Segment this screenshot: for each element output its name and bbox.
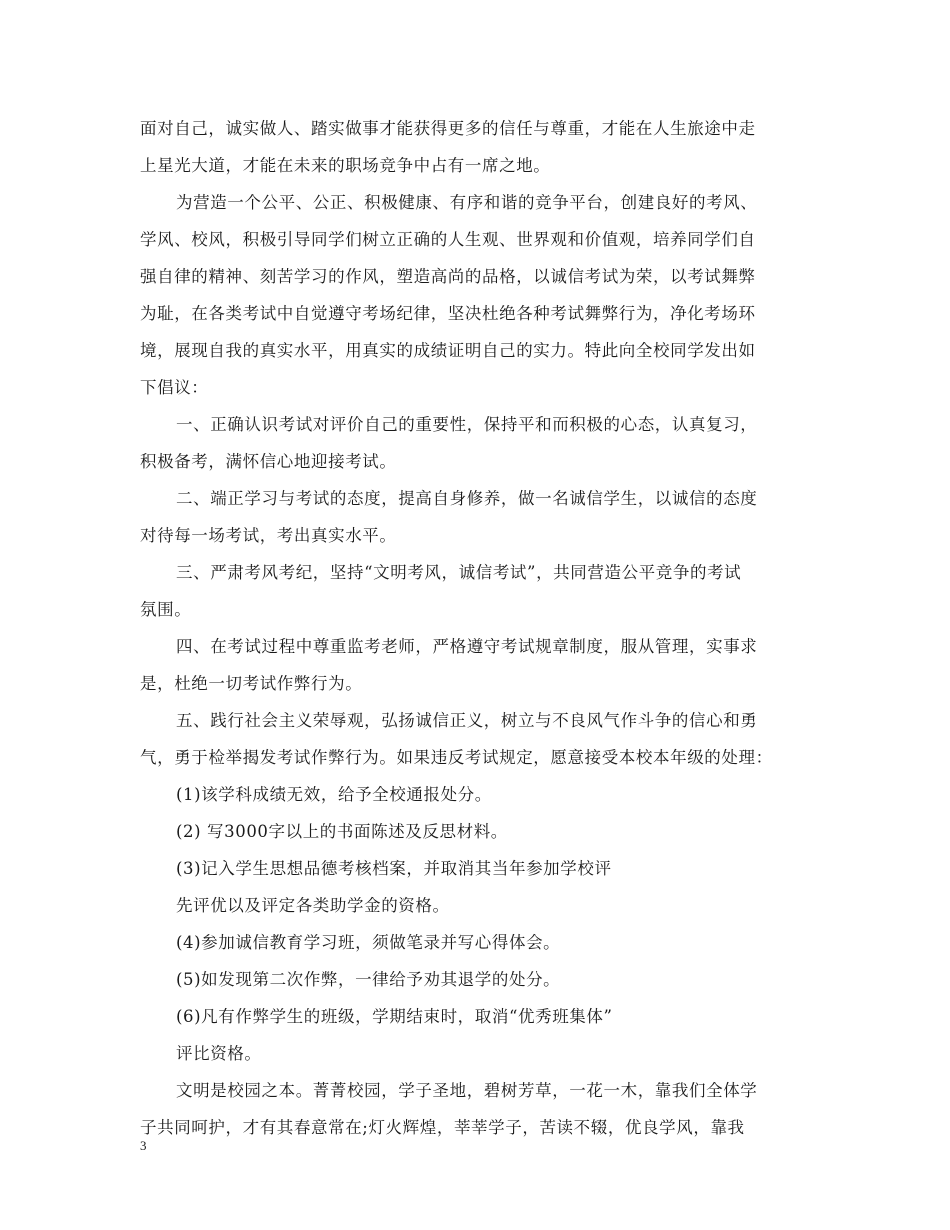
text-line: 为耻，在各类考试中自觉遵守考场纪律，坚决杜绝各种考试舞弊行为，净化考场环 — [140, 304, 756, 323]
text-line: (5)如发现第二次作弊，一律给予劝其退学的处分。 — [176, 970, 561, 989]
text-line: 境，展现自我的真实水平，用真实的成绩证明自己的实力。特此向全校同学发出如 — [140, 341, 756, 360]
page-number: 3 — [140, 1138, 147, 1153]
text-line: 三、严肃考风考纪，坚持“文明考风，诚信考试”，共同营造公平竞争的考试 — [176, 563, 742, 582]
text-line: 文明是校园之本。菁菁校园，学子圣地，碧树芳草，一花一木，靠我们全体学 — [176, 1081, 758, 1100]
text-line: 先评优以及评定各类助学金的资格。 — [176, 896, 450, 915]
text-line: 气，勇于检举揭发考试作弊行为。如果违反考试规定，愿意接受本校本年级的处理： — [140, 748, 773, 767]
text-line: 下倡议： — [140, 378, 209, 397]
text-line: 为营造一个公平、公正、积极健康、有序和谐的竞争平台，创建良好的考风、 — [176, 193, 758, 212]
text-line: 子共同呵护，才有其春意常在;灯火辉煌，莘莘学子，苦读不辍，优良学风，靠我 — [140, 1118, 745, 1137]
text-line: (6)凡有作弊学生的班级，学期结束时，取消“优秀班集体” — [176, 1007, 613, 1026]
text-line: 评比资格。 — [176, 1044, 262, 1063]
text-line: 氛围。 — [140, 600, 192, 619]
text-line: 五、践行社会主义荣辱观，弘扬诚信正义，树立与不良风气作斗争的信心和勇 — [176, 711, 758, 730]
text-line: 积极备考，满怀信心地迎接考试。 — [140, 452, 397, 471]
text-line: 是，杜绝一切考试作弊行为。 — [140, 674, 363, 693]
text-line: (3)记入学生思想品德考核档案，并取消其当年参加学校评 — [176, 859, 612, 878]
text-line: 一、正确认识考试对评价自己的重要性，保持平和而积极的心态，认真复习， — [176, 415, 758, 434]
text-line: 面对自己，诚实做人、踏实做事才能获得更多的信任与尊重，才能在人生旅途中走 — [140, 119, 756, 138]
text-line: (1)该学科成绩无效，给予全校通报处分。 — [176, 785, 492, 804]
text-line: 上星光大道，才能在未来的职场竞争中占有一席之地。 — [140, 156, 551, 175]
document-body — [140, 110, 830, 1146]
text-line: 四、在考试过程中尊重监考老师，严格遵守考试规章制度，服从管理，实事求 — [176, 637, 758, 656]
text-line: (4)参加诚信教育学习班，须做笔录并写心得体会。 — [176, 933, 561, 952]
text-line: 强自律的精神、刻苦学习的作风，塑造高尚的品格，以诚信考试为荣，以考试舞弊 — [140, 267, 756, 286]
text-line: 对待每一场考试，考出真实水平。 — [140, 526, 397, 545]
text-line: 二、端正学习与考试的态度，提高自身修养，做一名诚信学生，以诚信的态度 — [176, 489, 758, 508]
text-line: (2) 写3000字以上的书面陈述及反思材料。 — [176, 822, 508, 841]
text-line: 学风、校风，积极引导同学们树立正确的人生观、世界观和价值观，培养同学们自 — [140, 230, 756, 249]
